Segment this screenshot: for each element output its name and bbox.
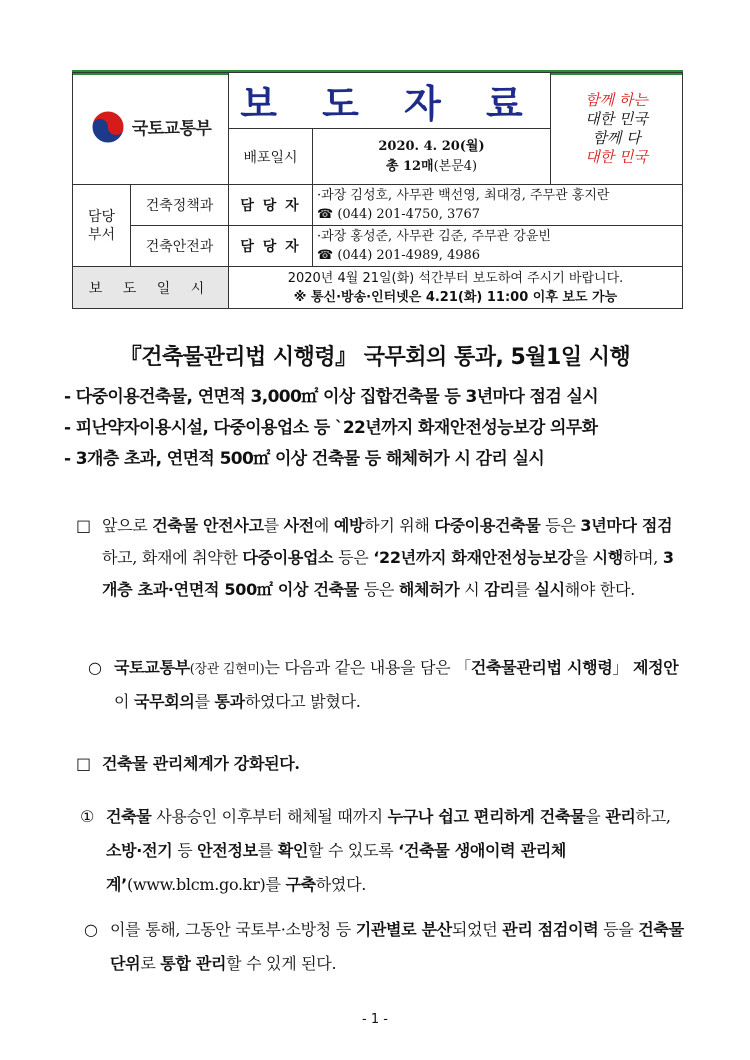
- release-date-label: 배포일시: [229, 129, 313, 185]
- release-date: 2020. 4. 20(월): [378, 138, 485, 154]
- dept-label: 담당 부서: [73, 185, 131, 267]
- ministry-logo: [90, 109, 212, 145]
- taegeuk-icon: [90, 109, 126, 145]
- press-release-header: [72, 72, 683, 309]
- page-number: - 1 -: [362, 1012, 388, 1027]
- contact-phone-1: ☎ (044) 201-4750, 3767: [317, 207, 481, 222]
- page-count-note: (본문4): [433, 158, 478, 174]
- title-cell: [229, 73, 551, 129]
- calligraphy-slogan: 함께 하는 대한 민국 함께 다 대한 민국: [585, 90, 648, 166]
- square-bullet-icon: □: [76, 516, 91, 535]
- dept-name-1: 건축정책과: [131, 185, 229, 226]
- embargo-cell: [229, 267, 683, 309]
- paragraph-4: ① 건축물 사용승인 이후부터 해체될 때까지 누구나 쉽고 편리하게 건축물을 관리하고, 소방·전기 등 안전정보를 확인할 수 있도록 ‘건축물 생애이력 관리체계’(www.blcm.go.kr)를 구축하였다.: [80, 800, 685, 902]
- subheading-2: - 피난약자이용시설, 다중이용업소 등 `22년까지 화재안전성능보강 의무화: [64, 418, 598, 438]
- dept-name-2: 건축안전과: [131, 226, 229, 267]
- square-bullet-icon: □: [76, 754, 91, 773]
- page-count: 총 12매: [385, 158, 434, 174]
- paragraph-1: □ 앞으로 건축물 안전사고를 사전에 예방하기 위해 다중이용건축물 등은 3년마다 점검하고, 화재에 취약한 다중이용업소 등은 ‘22년까지 화재안전성능보강을 시행하며, 3개층 초과·연면적 500㎡ 이상 건축물 등은 해체허가 시 감리를 실시해야 한다.: [76, 510, 686, 606]
- subheading-1: - 다중이용건축물, 연면적 3,000㎡ 이상 집합건축물 등 3년마다 점검 실시: [64, 387, 599, 407]
- embargo-line-2: ※ 통신·방송·인터넷은 4.21(화) 11:00 이후 보도 가능: [293, 289, 618, 305]
- embargo-line-1: 2020년 4월 21일(화) 석간부터 보도하여 주시기 바랍니다.: [287, 270, 624, 286]
- subheading-3: - 3개층 초과, 연면적 500㎡ 이상 건축물 등 해체허가 시 감리 실시: [64, 449, 545, 469]
- contact-cell-2: [313, 226, 683, 267]
- contact-cell-1: [313, 185, 683, 226]
- paragraph-2: ○ 국토교통부(장관 김현미)는 다음과 같은 내용을 담은 「건축물관리법 시행령」 제정안이 국무회의를 통과하였다고 밝혔다.: [88, 652, 688, 718]
- ministry-name: 국토교통부: [131, 119, 212, 139]
- paragraph-5: ○ 이를 통해, 그동안 국토부·소방청 등 기관별로 분산되었던 관리 점검이력 등을 건축물 단위로 통합 관리할 수 있게 된다.: [84, 913, 684, 981]
- contact-people-1: ·과장 김성호, 사무관 백선영, 최대경, 주무관 홍지란: [317, 188, 610, 203]
- contact-people-2: ·과장 홍성준, 사무관 김준, 주무관 강윤빈: [317, 229, 551, 244]
- person-label-2: 담 당 자: [229, 226, 313, 267]
- headline: 『건축물관리법 시행령』 국무회의 통과, 5월1일 시행: [119, 345, 631, 370]
- number-one-bullet-icon: ①: [80, 807, 95, 826]
- ministry-logo-cell: [73, 73, 229, 185]
- subheadings: [64, 382, 704, 475]
- embargo-label: 보 도 일 시: [73, 267, 229, 309]
- slogan-cell: [551, 73, 683, 185]
- contact-phone-2: ☎ (044) 201-4989, 4986: [317, 248, 481, 263]
- section-heading: 건축물 관리체계가 강화된다.: [102, 754, 300, 773]
- circle-bullet-icon: ○: [84, 920, 98, 939]
- circle-bullet-icon: ○: [88, 658, 102, 677]
- person-label-1: 담 당 자: [229, 185, 313, 226]
- release-date-cell: [313, 129, 551, 185]
- press-release-title: 보 도 자 료: [240, 82, 539, 126]
- paragraph-3: [76, 748, 676, 780]
